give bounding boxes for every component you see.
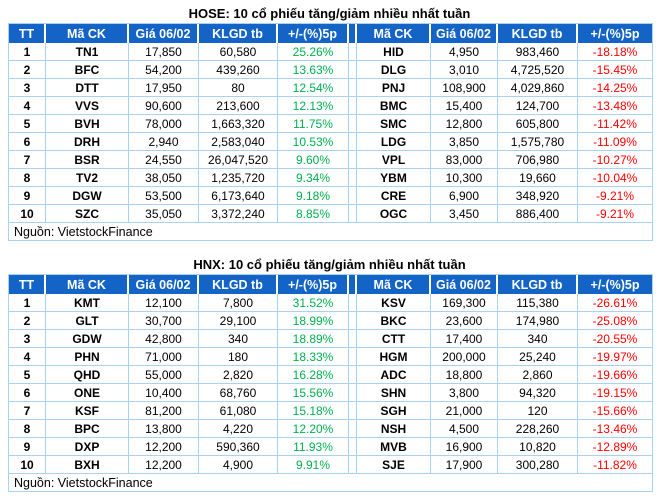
stock-code-cell: ONE (46, 383, 129, 401)
stock-code-cell: KSV (357, 294, 431, 311)
hose-table-body (9, 43, 652, 222)
stock-code-cell: TN1 (46, 43, 129, 60)
divider-cell (349, 294, 357, 311)
price-cell: 90,600 (129, 96, 199, 114)
volume-cell: 2,820 (199, 365, 278, 383)
rank-cell: 7 (9, 401, 46, 419)
change-pct-cell: 11.75% (278, 114, 349, 132)
volume-cell: 94,320 (498, 383, 578, 401)
change-pct-cell: -20.55% (578, 329, 652, 347)
price-cell: 78,000 (129, 114, 199, 132)
volume-cell: 4,900 (199, 455, 278, 473)
divider-cell (349, 204, 357, 222)
price-cell: 17,400 (431, 329, 498, 347)
rank-cell: 4 (9, 347, 46, 365)
rank-cell: 3 (9, 329, 46, 347)
volume-cell: 300,280 (498, 455, 578, 473)
header-change-losers: +/-(%)5p (578, 275, 652, 294)
divider-cell (349, 150, 357, 168)
divider-cell (349, 455, 357, 473)
divider-cell (349, 60, 357, 78)
change-pct-cell: 9.18% (278, 186, 349, 204)
table-row (9, 455, 652, 473)
price-cell: 13,800 (129, 419, 199, 437)
rank-cell: 10 (9, 204, 46, 222)
price-cell: 24,550 (129, 150, 199, 168)
table-row (9, 204, 652, 222)
divider-cell (349, 43, 357, 60)
volume-cell: 124,700 (498, 96, 578, 114)
table-row (9, 96, 652, 114)
volume-cell: 115,380 (498, 294, 578, 311)
rank-cell: 1 (9, 43, 46, 60)
divider-cell (349, 96, 357, 114)
table-row (9, 114, 652, 132)
header-rank: TT (9, 24, 46, 43)
volume-cell: 25,240 (498, 347, 578, 365)
price-cell: 81,200 (129, 401, 199, 419)
stock-code-cell: SGH (357, 401, 431, 419)
source-note: Nguồn: VietstockFinance (9, 222, 652, 240)
volume-cell: 348,920 (498, 186, 578, 204)
table-row (9, 150, 652, 168)
price-cell: 4,500 (431, 419, 498, 437)
hnx-header-row (9, 275, 652, 294)
table-row (9, 419, 652, 437)
volume-cell: 228,260 (498, 419, 578, 437)
divider-cell (349, 114, 357, 132)
change-pct-cell: 12.13% (278, 96, 349, 114)
price-cell: 108,900 (431, 78, 498, 96)
price-cell: 35,050 (129, 204, 199, 222)
price-cell: 55,000 (129, 365, 199, 383)
change-pct-cell: -19.66% (578, 365, 652, 383)
stock-code-cell: BSR (46, 150, 129, 168)
stock-code-cell: KSF (46, 401, 129, 419)
table-row (9, 186, 652, 204)
stock-code-cell: CRE (357, 186, 431, 204)
volume-cell: 6,173,640 (199, 186, 278, 204)
table-row (9, 401, 652, 419)
price-cell: 3,850 (431, 132, 498, 150)
volume-cell: 706,980 (498, 150, 578, 168)
stock-code-cell: GLT (46, 311, 129, 329)
price-cell: 53,500 (129, 186, 199, 204)
change-pct-cell: 15.56% (278, 383, 349, 401)
header-volume-gainers: KLGD tb (199, 275, 278, 294)
divider-cell (349, 186, 357, 204)
price-cell: 12,800 (431, 114, 498, 132)
divider-cell (349, 347, 357, 365)
stock-code-cell: BXH (46, 455, 129, 473)
table-row (9, 311, 652, 329)
table-row (9, 43, 652, 60)
rank-cell: 7 (9, 150, 46, 168)
change-pct-cell: 13.63% (278, 60, 349, 78)
price-cell: 200,000 (431, 347, 498, 365)
change-pct-cell: -25.08% (578, 311, 652, 329)
hnx-table-body (9, 294, 652, 473)
change-pct-cell: -9.21% (578, 204, 652, 222)
divider-cell (349, 311, 357, 329)
change-pct-cell: 31.52% (278, 294, 349, 311)
stock-code-cell: GDW (46, 329, 129, 347)
header-change-losers: +/-(%)5p (578, 24, 652, 43)
hose-source-row (9, 222, 652, 240)
volume-cell: 1,235,720 (199, 168, 278, 186)
volume-cell: 174,980 (498, 311, 578, 329)
price-cell: 12,200 (129, 455, 199, 473)
price-cell: 54,200 (129, 60, 199, 78)
volume-cell: 3,372,240 (199, 204, 278, 222)
hnx-table-title: HNX: 10 cổ phiếu tăng/giảm nhiều nhất tuần (193, 257, 466, 272)
stock-code-cell: DRH (46, 132, 129, 150)
header-stock-code-gainers: Mã CK (46, 24, 129, 43)
volume-cell: 886,400 (498, 204, 578, 222)
volume-cell: 1,575,780 (498, 132, 578, 150)
volume-cell: 439,260 (199, 60, 278, 78)
stock-code-cell: SZC (46, 204, 129, 222)
stock-code-cell: BVH (46, 114, 129, 132)
divider-cell (349, 168, 357, 186)
change-pct-cell: -14.25% (578, 78, 652, 96)
change-pct-cell: 10.53% (278, 132, 349, 150)
stock-code-cell: SJE (357, 455, 431, 473)
change-pct-cell: 18.33% (278, 347, 349, 365)
volume-cell: 19,660 (498, 168, 578, 186)
hnx-table (8, 274, 653, 492)
price-cell: 71,000 (129, 347, 199, 365)
price-cell: 3,450 (431, 204, 498, 222)
change-pct-cell: -15.45% (578, 60, 652, 78)
change-pct-cell: -13.46% (578, 419, 652, 437)
price-cell: 3,800 (431, 383, 498, 401)
volume-cell: 4,029,860 (498, 78, 578, 96)
price-cell: 10,300 (431, 168, 498, 186)
volume-cell: 29,100 (199, 311, 278, 329)
stock-code-cell: VPL (357, 150, 431, 168)
change-pct-cell: 25.26% (278, 43, 349, 60)
change-pct-cell: 12.20% (278, 419, 349, 437)
header-stock-code-gainers: Mã CK (46, 275, 129, 294)
rank-cell: 2 (9, 311, 46, 329)
stock-code-cell: VVS (46, 96, 129, 114)
volume-cell: 2,583,040 (199, 132, 278, 150)
change-pct-cell: -19.15% (578, 383, 652, 401)
change-pct-cell: 8.85% (278, 204, 349, 222)
stock-code-cell: HID (357, 43, 431, 60)
price-cell: 169,300 (431, 294, 498, 311)
header-rank: TT (9, 275, 46, 294)
volume-cell: 80 (199, 78, 278, 96)
price-cell: 16,900 (431, 437, 498, 455)
table-row (9, 437, 652, 455)
stock-code-cell: KMT (46, 294, 129, 311)
rank-cell: 6 (9, 383, 46, 401)
change-pct-cell: -18.18% (592, 44, 638, 59)
change-pct-cell: -19.97% (578, 347, 652, 365)
table-row (9, 60, 652, 78)
rank-cell: 2 (9, 60, 46, 78)
divider-cell (349, 401, 357, 419)
table-row (9, 329, 652, 347)
volume-cell: 213,600 (199, 96, 278, 114)
volume-cell: 10,820 (498, 437, 578, 455)
change-pct-cell: 12.54% (278, 78, 349, 96)
stock-code-cell: DLG (357, 60, 431, 78)
volume-cell: 4,220 (199, 419, 278, 437)
rank-cell: 8 (9, 168, 46, 186)
divider-cell (349, 132, 357, 150)
price-cell: 4,950 (431, 43, 498, 60)
header-volume-losers: KLGD tb (498, 24, 578, 43)
price-cell: 18,800 (431, 365, 498, 383)
divider-cell (349, 78, 357, 96)
stock-code-cell: HGM (357, 347, 431, 365)
table-row (9, 78, 652, 96)
table-row (9, 365, 652, 383)
volume-cell: 1,663,320 (199, 114, 278, 132)
divider-cell (349, 383, 357, 401)
hose-table (8, 23, 653, 241)
price-cell: 21,000 (431, 401, 498, 419)
price-cell: 12,100 (129, 294, 199, 311)
rank-cell: 5 (9, 114, 46, 132)
header-price-gainers: Giá 06/02 (129, 24, 199, 43)
stock-code-cell: DTT (46, 78, 129, 96)
table-row (9, 168, 652, 186)
price-cell: 83,000 (431, 150, 498, 168)
change-pct-cell: -13.48% (578, 96, 652, 114)
header-change-gainers: +/-(%)5p (278, 275, 349, 294)
change-pct-cell: 9.60% (278, 150, 349, 168)
volume-cell: 2,860 (498, 365, 578, 383)
stock-code-cell: BFC (46, 60, 129, 78)
stock-code-cell: CTT (357, 329, 431, 347)
hose-header-row (9, 24, 652, 43)
price-cell: 30,700 (129, 311, 199, 329)
column-divider (349, 24, 357, 43)
volume-cell: 7,800 (199, 294, 278, 311)
hnx-section (8, 258, 651, 492)
stock-code-cell: DXP (46, 437, 129, 455)
price-cell: 6,900 (431, 186, 498, 204)
stock-code-cell: DGW (46, 186, 129, 204)
divider-cell (349, 419, 357, 437)
price-cell: 42,800 (129, 329, 199, 347)
volume-cell: 26,047,520 (199, 150, 278, 168)
volume-cell: 68,760 (199, 383, 278, 401)
price-cell: 17,900 (431, 455, 498, 473)
rank-cell: 4 (9, 96, 46, 114)
volume-cell: 340 (498, 329, 578, 347)
price-cell: 15,400 (431, 96, 498, 114)
header-price-losers: Giá 06/02 (431, 275, 498, 294)
volume-cell: 340 (199, 329, 278, 347)
stock-code-cell: BPC (46, 419, 129, 437)
stock-code-cell: QHD (46, 365, 129, 383)
price-cell: 38,050 (129, 168, 199, 186)
stock-code-cell: LDG (357, 132, 431, 150)
rank-cell: 9 (9, 186, 46, 204)
change-pct-cell: -15.66% (578, 401, 652, 419)
stock-code-cell: BMC (357, 96, 431, 114)
rank-cell: 1 (9, 294, 46, 311)
table-row (9, 294, 652, 311)
change-pct-cell: -11.82% (578, 455, 652, 473)
divider-cell (349, 329, 357, 347)
volume-cell: 60,580 (199, 43, 278, 60)
rank-cell: 6 (9, 132, 46, 150)
price-cell: 17,950 (129, 78, 199, 96)
price-cell: 12,200 (129, 437, 199, 455)
header-price-gainers: Giá 06/02 (129, 275, 199, 294)
divider-cell (349, 365, 357, 383)
change-pct-cell: 16.28% (278, 365, 349, 383)
header-volume-gainers: KLGD tb (199, 24, 278, 43)
hnx-source-row (9, 473, 652, 491)
change-pct-cell: -9.21% (578, 186, 652, 204)
stock-code-cell: NSH (357, 419, 431, 437)
change-pct-cell: -10.04% (578, 168, 652, 186)
change-pct-cell: 15.18% (278, 401, 349, 419)
stock-code-cell: MVB (357, 437, 431, 455)
stock-code-cell: YBM (357, 168, 431, 186)
rank-cell: 5 (9, 365, 46, 383)
volume-cell: 120 (498, 401, 578, 419)
price-cell: 17,850 (129, 43, 199, 60)
change-pct-cell: 18.89% (278, 329, 349, 347)
stock-code-cell: SHN (357, 383, 431, 401)
stock-code-cell: ADC (357, 365, 431, 383)
column-divider (349, 275, 357, 294)
stock-code-cell: TV2 (46, 168, 129, 186)
change-pct-cell: 9.91% (278, 455, 349, 473)
stock-code-cell: PHN (46, 347, 129, 365)
table-row (9, 347, 652, 365)
divider-cell (349, 437, 357, 455)
change-pct-cell: 9.34% (278, 168, 349, 186)
hose-section (8, 7, 651, 241)
header-stock-code-losers: Mã CK (357, 275, 431, 294)
table-row (9, 383, 652, 401)
stock-code-cell: OGC (357, 204, 431, 222)
volume-cell: 61,080 (199, 401, 278, 419)
price-cell: 3,010 (431, 60, 498, 78)
stock-code-cell: PNJ (357, 78, 431, 96)
change-pct-cell: -12.89% (578, 437, 652, 455)
rank-cell: 8 (9, 419, 46, 437)
change-pct-cell: -10.27% (578, 150, 652, 168)
volume-cell: 4,725,520 (498, 60, 578, 78)
stock-code-cell: BKC (357, 311, 431, 329)
change-pct-cell: -26.61% (592, 295, 638, 310)
header-change-gainers: +/-(%)5p (278, 24, 349, 43)
rank-cell: 9 (9, 437, 46, 455)
header-volume-losers: KLGD tb (498, 275, 578, 294)
stock-code-cell: SMC (357, 114, 431, 132)
source-note: Nguồn: VietstockFinance (9, 473, 652, 491)
volume-cell: 590,360 (199, 437, 278, 455)
change-pct-cell: -11.42% (578, 114, 652, 132)
change-pct-cell: 11.93% (278, 437, 349, 455)
price-cell: 2,940 (129, 132, 199, 150)
hose-table-title: HOSE: 10 cổ phiếu tăng/giảm nhiều nhất tuần (188, 6, 471, 21)
volume-cell: 605,800 (498, 114, 578, 132)
rank-cell: 3 (9, 78, 46, 96)
header-stock-code-losers: Mã CK (357, 24, 431, 43)
volume-cell: 983,460 (498, 43, 578, 60)
table-row (9, 132, 652, 150)
volume-cell: 180 (199, 347, 278, 365)
header-price-losers: Giá 06/02 (431, 24, 498, 43)
price-cell: 10,400 (129, 383, 199, 401)
change-pct-cell: -11.09% (578, 132, 652, 150)
price-cell: 23,600 (431, 311, 498, 329)
change-pct-cell: 18.99% (278, 311, 349, 329)
rank-cell: 10 (9, 455, 46, 473)
